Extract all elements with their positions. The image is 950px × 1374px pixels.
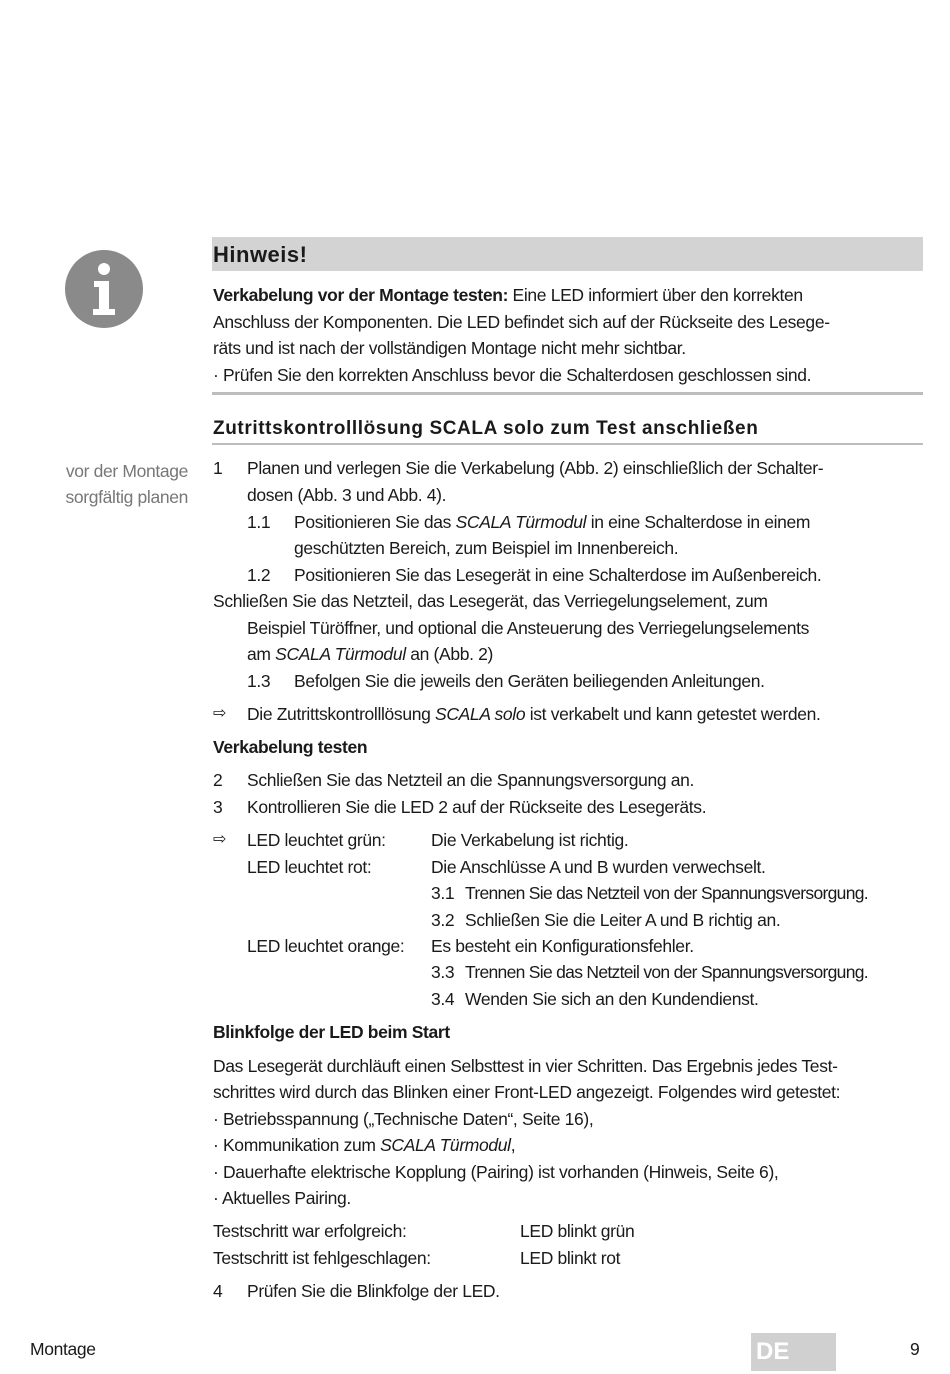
paragraph: Beispiel Türöffner, und optional die Ansteuerung des Verriegelungselements <box>247 618 810 638</box>
note-line: räts und ist nach der vollständigen Montage nicht mehr sichtbar. <box>213 338 686 358</box>
note-title: Hinweis! <box>213 242 308 267</box>
led-text: Es besteht ein Konfigurationsfehler. <box>431 936 694 956</box>
note-bullet: · Prüfen Sie den korrekten Anschluss bevor die Schalterdosen geschlossen sind. <box>213 365 812 385</box>
step-number: 3.4 <box>431 989 455 1009</box>
step-text: dosen (Abb. 3 und Abb. 4). <box>247 485 447 505</box>
led-label: LED leuchtet rot: <box>247 857 372 877</box>
note-line: Anschluss der Komponenten. Die LED befindet sich auf der Rückseite des Lesege- <box>213 312 830 332</box>
sidebar-note: sorgfältig planen <box>65 487 188 507</box>
result-label: Testschritt ist fehlgeschlagen: <box>213 1248 431 1268</box>
step-number: 1.3 <box>247 671 271 691</box>
bullet-item: · Betriebsspannung („Technische Daten“, Seite 16), <box>213 1109 594 1129</box>
step-text: Schließen Sie die Leiter A und B richtig an. <box>465 910 781 930</box>
info-icon <box>65 250 143 328</box>
language-badge: DE <box>751 1333 836 1371</box>
step-number: 3.3 <box>431 962 455 982</box>
bullet-item: · Aktuelles Pairing. <box>213 1188 351 1208</box>
note-header-band <box>212 237 923 271</box>
step-text: Prüfen Sie die Blinkfolge der LED. <box>247 1281 500 1301</box>
note-lead: Verkabelung vor der Montage testen: <box>213 285 509 305</box>
step-text: Befolgen Sie die jeweils den Geräten beiliegenden Anleitungen. <box>294 671 765 691</box>
subheading: Blinkfolge der LED beim Start <box>213 1022 450 1042</box>
step-number: 1 <box>213 458 223 478</box>
subheading: Verkabelung testen <box>213 737 368 757</box>
step-text: Trennen Sie das Netzteil von der Spannungsversorgung. <box>465 962 868 982</box>
led-text: Die Verkabelung ist richtig. <box>431 830 629 850</box>
step-number: 3.1 <box>431 883 455 903</box>
note-text: Eine LED informiert über den korrekten <box>508 285 803 305</box>
step-text: Kontrollieren Sie die LED 2 auf der Rückseite des Lesegeräts. <box>247 797 707 817</box>
step-text: Schließen Sie das Netzteil an die Spannungsversorgung an. <box>247 770 695 790</box>
bullet-item: · Kommunikation zum SCALA Türmodul, <box>213 1135 516 1155</box>
step-number: 4 <box>213 1281 223 1301</box>
led-label: LED leuchtet grün: <box>247 830 386 850</box>
sidebar-note: vor der Montage <box>65 461 188 481</box>
paragraph: schrittes wird durch das Blinken einer Front-LED angezeigt. Folgendes wird getestet: <box>213 1082 841 1102</box>
step-number: 1.2 <box>247 565 271 585</box>
step-text: Trennen Sie das Netzteil von der Spannungsversorgung. <box>465 883 868 903</box>
step-text: geschützten Bereich, zum Beispiel im Innenbereich. <box>294 538 679 558</box>
step-text: Wenden Sie sich an den Kundendienst. <box>465 989 759 1009</box>
bullet-item: · Dauerhafte elektrische Kopplung (Pairing) ist vorhanden (Hinweis, Seite 6), <box>213 1162 779 1182</box>
result-arrow-icon: ⇨ <box>213 831 227 848</box>
step-number: 1.1 <box>247 512 271 532</box>
result-text: Die Zutrittskontrolllösung SCALA solo ist verkabelt und kann getestet werden. <box>247 704 821 724</box>
footer-section: Montage <box>30 1339 96 1359</box>
result-arrow-icon: ⇨ <box>213 705 227 722</box>
section-title: Zutrittskontrolllösung SCALA solo zum Test anschließen <box>213 418 759 439</box>
result-value: LED blinkt grün <box>520 1221 635 1241</box>
note-line <box>213 283 803 307</box>
step-number: 2 <box>213 770 223 790</box>
step-text: Positionieren Sie das SCALA Türmodul in eine Schalterdose in einem <box>294 512 811 532</box>
step-number: 3.2 <box>431 910 455 930</box>
led-text: Die Anschlüsse A und B wurden verwechselt. <box>431 857 766 877</box>
paragraph: Schließen Sie das Netzteil, das Lesegerät, das Verriegelungselement, zum <box>213 591 768 611</box>
page-number: 9 <box>910 1339 920 1359</box>
step-text: Planen und verlegen Sie die Verkabelung (Abb. 2) einschließlich der Schalter- <box>247 458 824 478</box>
paragraph: am SCALA Türmodul an (Abb. 2) <box>247 644 493 664</box>
led-label: LED leuchtet orange: <box>247 936 405 956</box>
step-number: 3 <box>213 797 223 817</box>
result-value: LED blinkt rot <box>520 1248 621 1268</box>
divider <box>212 392 923 395</box>
paragraph: Das Lesegerät durchläuft einen Selbsttest in vier Schritten. Das Ergebnis jedes Test- <box>213 1056 838 1076</box>
step-text: Positionieren Sie das Lesegerät in eine Schalterdose im Außenbereich. <box>294 565 822 585</box>
result-label: Testschritt war erfolgreich: <box>213 1221 407 1241</box>
divider <box>212 443 923 445</box>
